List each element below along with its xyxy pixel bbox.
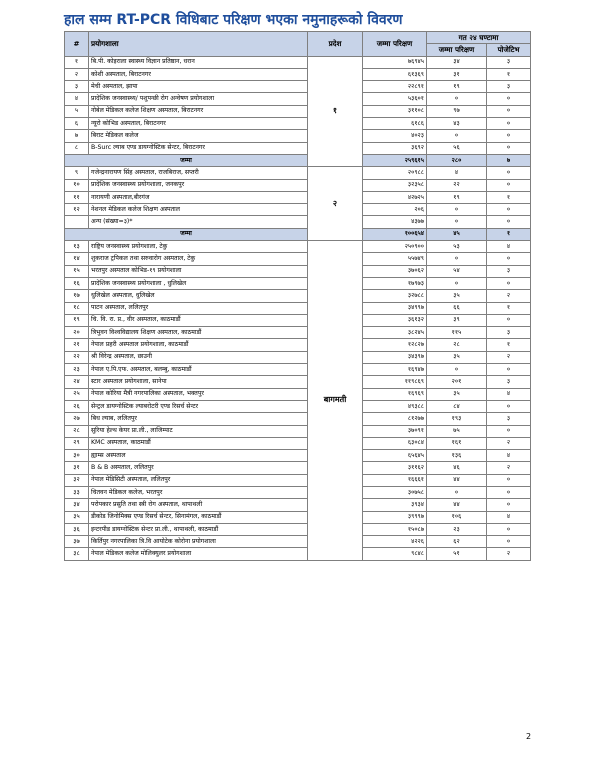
row-number: १९ bbox=[65, 314, 89, 326]
table-row bbox=[65, 204, 531, 216]
positive-24h: ० bbox=[487, 314, 531, 326]
row-number: ३ bbox=[65, 81, 89, 93]
lab-name: नेपाल कोरिया मैत्री नगरपालिका अस्पताल, भक्तपुर bbox=[89, 388, 308, 400]
positive-24h: ३ bbox=[487, 56, 531, 68]
table-row bbox=[65, 376, 531, 388]
tests-24h: २८ bbox=[427, 339, 487, 351]
total-tests: ६१८६ bbox=[363, 118, 427, 130]
total-label: जम्मा bbox=[65, 228, 308, 240]
tests-24h: ९७ bbox=[427, 105, 487, 117]
lab-name: भरतपुर अस्पताल कोभिड-१९ प्रयोगशाला bbox=[89, 265, 308, 277]
total-tests: ३७०६२ bbox=[363, 265, 427, 277]
row-number: २ bbox=[65, 68, 89, 80]
lab-name: नेपाल मेडिसिटी अस्पताल, ललितपुर bbox=[89, 474, 308, 486]
lab-name: इन्टरपीड डायग्नोस्टिक सेन्टर प्रा.ली., थापाथली, काठमाडौं bbox=[89, 523, 308, 535]
province-name: १ bbox=[308, 56, 363, 167]
tests-24h: ५४ bbox=[427, 265, 487, 277]
total-tests: ४२२६ bbox=[363, 536, 427, 548]
tests-24h: २२ bbox=[427, 179, 487, 191]
lab-name: नारायणी अस्पताल,बीरगंज bbox=[89, 191, 308, 203]
table-body bbox=[65, 56, 531, 560]
total-tests: ३०७५८ bbox=[363, 486, 427, 498]
row-number: ३३ bbox=[65, 486, 89, 498]
row-number: ३४ bbox=[65, 499, 89, 511]
lab-test-table bbox=[64, 31, 531, 561]
positive-24h: ३ bbox=[487, 265, 531, 277]
row-number: २७ bbox=[65, 413, 89, 425]
row-number: १२ bbox=[65, 204, 89, 216]
positive-24h: २ bbox=[487, 351, 531, 363]
total-tests: ६५६४५ bbox=[363, 450, 427, 462]
positive-24h: ० bbox=[487, 130, 531, 142]
table-row bbox=[65, 118, 531, 130]
header-24h-total: जम्मा परिक्षण bbox=[427, 44, 487, 56]
lab-name: सेन्ट्रल डायग्नोस्टिक ल्याबरोटरी एण्ड रिसर्च सेन्टर bbox=[89, 400, 308, 412]
table-row bbox=[65, 425, 531, 437]
positive-24h: ४ bbox=[487, 511, 531, 523]
lab-name: बिराट मेडिकल कलेज bbox=[89, 130, 308, 142]
positive-24h: ० bbox=[487, 364, 531, 376]
table-row bbox=[65, 241, 531, 253]
table-row bbox=[65, 388, 531, 400]
total-tests: ४९३८८ bbox=[363, 400, 427, 412]
total-tests: १६६६१ bbox=[363, 474, 427, 486]
tests-24h: १९ bbox=[427, 191, 487, 203]
lab-name: नेशनल मेडिकल कलेज शिक्षण अस्पताल bbox=[89, 204, 308, 216]
table-row bbox=[65, 265, 531, 277]
lab-name: गजेन्द्रनारायण सिंह अस्पताल, राजबिराज, सप्तरी bbox=[89, 167, 308, 179]
positive-24h: ० bbox=[487, 523, 531, 535]
table-row bbox=[65, 450, 531, 462]
table-row bbox=[65, 437, 531, 449]
tests-24h: ४६ bbox=[427, 462, 487, 474]
row-number: ७ bbox=[65, 130, 89, 142]
lab-name: B-Surc ल्याब एण्ड डायग्नोस्टिक सेन्टर, बिराटनगर bbox=[89, 142, 308, 154]
tests-24h: ६२ bbox=[427, 536, 487, 548]
tests-24h: ० bbox=[427, 93, 487, 105]
positive-24h-sum: ७ bbox=[487, 154, 531, 166]
total-tests: ८१२७७ bbox=[363, 413, 427, 425]
positive-24h: ० bbox=[487, 253, 531, 265]
positive-24h: १ bbox=[487, 302, 531, 314]
total-tests: ५५७४९ bbox=[363, 253, 427, 265]
positive-24h: ० bbox=[487, 216, 531, 228]
positive-24h: ० bbox=[487, 167, 531, 179]
lab-name: त्रिभुवन विश्वविद्यालय शिक्षण अस्पताल, काठमाडौं bbox=[89, 327, 308, 339]
tests-24h: ४ bbox=[427, 167, 487, 179]
lab-name: चि. वि. रा. प्र., वीर अस्पताल, काठमाडौं bbox=[89, 314, 308, 326]
row-number: २६ bbox=[65, 400, 89, 412]
positive-24h: ० bbox=[487, 142, 531, 154]
lab-name: डीकोड जिनोमिक्स एण्ड रिसर्च सेन्टर, सिनामंगल, काठमाडौं bbox=[89, 511, 308, 523]
total-tests: ४२७२५ bbox=[363, 191, 427, 203]
positive-24h: ० bbox=[487, 105, 531, 117]
total-tests: १५०८७ bbox=[363, 523, 427, 535]
positive-24h: ३ bbox=[487, 376, 531, 388]
row-number: २० bbox=[65, 327, 89, 339]
positive-24h: ० bbox=[487, 499, 531, 511]
total-tests: २५०९०० bbox=[363, 241, 427, 253]
lab-name: शुकराज ट्रपिकल तथा सरुवारोग अस्पताल, टेकु bbox=[89, 253, 308, 265]
tests-24h-sum: २८० bbox=[427, 154, 487, 166]
positive-24h: १ bbox=[487, 68, 531, 80]
row-number: २९ bbox=[65, 437, 89, 449]
row-number: १४ bbox=[65, 253, 89, 265]
total-tests: ४०२३ bbox=[363, 130, 427, 142]
positive-24h: ४ bbox=[487, 388, 531, 400]
table-row bbox=[65, 93, 531, 105]
page-title: हाल सम्म RT-PCR विधिबाट परिक्षण भएका नमुनाहरूको विवरण bbox=[64, 12, 403, 28]
table-row bbox=[65, 290, 531, 302]
positive-24h: ४ bbox=[487, 450, 531, 462]
tests-24h: २०१ bbox=[427, 376, 487, 388]
total-tests: ३६९२ bbox=[363, 142, 427, 154]
row-number: १ bbox=[65, 56, 89, 68]
lab-name: नेपाल ए.पि.एफ. अस्पताल, बलम्बु, काठमाडौं bbox=[89, 364, 308, 376]
row-number: २५ bbox=[65, 388, 89, 400]
lab-name: बि.पी. कोइराला स्वास्थ्य विज्ञान प्रतिष्ठान, धरान bbox=[89, 56, 308, 68]
tests-24h: ० bbox=[427, 216, 487, 228]
tests-24h: ० bbox=[427, 253, 487, 265]
table-row bbox=[65, 400, 531, 412]
total-tests: ३६१३२ bbox=[363, 314, 427, 326]
lab-name: नोबेल मेडिकल कलेज शिक्षण अस्पताल, बिराटनगर bbox=[89, 105, 308, 117]
tests-24h: ३५ bbox=[427, 351, 487, 363]
tests-24h: १९३ bbox=[427, 413, 487, 425]
total-tests: ३९९९७ bbox=[363, 511, 427, 523]
total-tests: १७९७३ bbox=[363, 277, 427, 289]
lab-name: श्री विरेन्द्र अस्पताल, छाउनी bbox=[89, 351, 308, 363]
row-number: १० bbox=[65, 179, 89, 191]
table-row bbox=[65, 523, 531, 535]
table-row bbox=[65, 413, 531, 425]
positive-24h: ० bbox=[487, 277, 531, 289]
tests-24h: २३ bbox=[427, 523, 487, 535]
lab-name: स्टार अस्पताल प्रयोगशाला, सानेपा bbox=[89, 376, 308, 388]
tests-24h: ० bbox=[427, 204, 487, 216]
positive-24h-sum: १ bbox=[487, 228, 531, 240]
tests-24h: ३४ bbox=[427, 56, 487, 68]
total-tests: ७६९४५ bbox=[363, 56, 427, 68]
row-number: २४ bbox=[65, 376, 89, 388]
header-lab: प्रयोगशाला bbox=[89, 32, 308, 57]
tests-24h: ० bbox=[427, 277, 487, 289]
positive-24h: ३ bbox=[487, 81, 531, 93]
lab-name: प्रादेशिक जनस्वास्थ्य प्रयोगशाला, जनकपुर bbox=[89, 179, 308, 191]
tests-24h: ७५ bbox=[427, 425, 487, 437]
row-number: ३२ bbox=[65, 474, 89, 486]
table-row bbox=[65, 191, 531, 203]
table-row bbox=[65, 314, 531, 326]
tests-24h: ३९ bbox=[427, 314, 487, 326]
table-row bbox=[65, 548, 531, 560]
table-row bbox=[65, 142, 531, 154]
table-row bbox=[65, 499, 531, 511]
tests-24h: ० bbox=[427, 130, 487, 142]
total-tests: ४३७७ bbox=[363, 216, 427, 228]
total-tests: ११९८६९ bbox=[363, 376, 427, 388]
total-tests: ६३०८४ bbox=[363, 437, 427, 449]
tests-24h: ८४ bbox=[427, 400, 487, 412]
positive-24h: ० bbox=[487, 118, 531, 130]
lab-name: अन्य (संख्या=३)* bbox=[89, 216, 308, 228]
positive-24h: ० bbox=[487, 400, 531, 412]
tests-24h: ४४ bbox=[427, 474, 487, 486]
total-tests: १२८२७ bbox=[363, 339, 427, 351]
row-number: १५ bbox=[65, 265, 89, 277]
table-row bbox=[65, 277, 531, 289]
header-number: # bbox=[65, 32, 89, 57]
total-tests: ३११६२ bbox=[363, 462, 427, 474]
table-row bbox=[65, 167, 531, 179]
row-number: ३१ bbox=[65, 462, 89, 474]
lab-name: सुरिया हेल्थ केयर प्रा.ली., लाजिम्पाट bbox=[89, 425, 308, 437]
table-row bbox=[65, 364, 531, 376]
tests-24h-sum: ४५ bbox=[427, 228, 487, 240]
table-row bbox=[65, 474, 531, 486]
row-number: १८ bbox=[65, 302, 89, 314]
province-name: बागमती bbox=[308, 241, 363, 561]
table-row bbox=[65, 536, 531, 548]
lab-name: बिध ल्याब, ललितपुर bbox=[89, 413, 308, 425]
lab-name: KMC अस्पताल, काठमाडौं bbox=[89, 437, 308, 449]
total-tests: २२८९१ bbox=[363, 81, 427, 93]
row-number: १६ bbox=[65, 277, 89, 289]
lab-name: चितवन मेडिकल कलेज, भरतपुर bbox=[89, 486, 308, 498]
row-number: २२ bbox=[65, 351, 89, 363]
tests-24h: ० bbox=[427, 486, 487, 498]
total-tests: ३४३९७ bbox=[363, 351, 427, 363]
lab-name: पाटन अस्पताल, ललितपुर bbox=[89, 302, 308, 314]
row-number: ८ bbox=[65, 142, 89, 154]
table-row bbox=[65, 81, 531, 93]
table-row bbox=[65, 105, 531, 117]
table-row bbox=[65, 216, 531, 228]
total-tests: ३४९९७ bbox=[363, 302, 427, 314]
total-tests: २०६ bbox=[363, 204, 427, 216]
total-tests: २०९८८ bbox=[363, 167, 427, 179]
table-row bbox=[65, 462, 531, 474]
total-tests-sum: १००६५४ bbox=[363, 228, 427, 240]
lab-name: न्यूरो कोभिड अस्पताल, बिराटनगर bbox=[89, 118, 308, 130]
lab-name: नेपाल मेडिकल कलेज मोलिक्युलर प्रयोगशाला bbox=[89, 548, 308, 560]
total-tests: ३९३४ bbox=[363, 499, 427, 511]
total-tests: ३११०८ bbox=[363, 105, 427, 117]
tests-24h: ६६ bbox=[427, 302, 487, 314]
header-positive: पोजेटिभ bbox=[487, 44, 531, 56]
table-row bbox=[65, 351, 531, 363]
row-number: ३७ bbox=[65, 536, 89, 548]
tests-24h: ४३ bbox=[427, 118, 487, 130]
total-tests: १६९४७ bbox=[363, 364, 427, 376]
row-number: ३८ bbox=[65, 548, 89, 560]
tests-24h: ५३ bbox=[427, 241, 487, 253]
table-row bbox=[65, 68, 531, 80]
positive-24h: ० bbox=[487, 536, 531, 548]
total-tests: ३७०९१ bbox=[363, 425, 427, 437]
table-header bbox=[65, 32, 531, 57]
total-row bbox=[65, 154, 531, 166]
total-tests: ९८४८ bbox=[363, 548, 427, 560]
row-number: ५ bbox=[65, 105, 89, 117]
total-tests: ६१३६९ bbox=[363, 68, 427, 80]
lab-name: परोपकार प्रसुति तथा स्त्री रोग अस्पताल, थापाथली bbox=[89, 499, 308, 511]
tests-24h: ४४ bbox=[427, 499, 487, 511]
positive-24h: ० bbox=[487, 179, 531, 191]
row-number bbox=[65, 216, 89, 228]
positive-24h: ० bbox=[487, 486, 531, 498]
table-row bbox=[65, 511, 531, 523]
lab-name: प्रादेशिक जनस्वास्थ्य/ पशुपन्छी रोग अन्वेषण प्रयोगशाला bbox=[89, 93, 308, 105]
lab-name: राष्ट्रिय जनस्वास्थ्य प्रयोगशाला, टेकु bbox=[89, 241, 308, 253]
table-row bbox=[65, 253, 531, 265]
row-number: ६ bbox=[65, 118, 89, 130]
tests-24h: १३६ bbox=[427, 450, 487, 462]
tests-24h: ५१ bbox=[427, 548, 487, 560]
table-row bbox=[65, 302, 531, 314]
total-tests: ३२३५८ bbox=[363, 179, 427, 191]
province-name: २ bbox=[308, 167, 363, 241]
lab-name: नेपाल प्रहरी अस्पताल प्रयोगशाला, काठमाडौं bbox=[89, 339, 308, 351]
row-number: ३६ bbox=[65, 523, 89, 535]
header-last-24-hours: गत २४ घण्टामा bbox=[427, 32, 531, 44]
positive-24h: ३ bbox=[487, 413, 531, 425]
tests-24h: ५६ bbox=[427, 142, 487, 154]
tests-24h: ३१ bbox=[427, 68, 487, 80]
positive-24h: ३ bbox=[487, 327, 531, 339]
row-number: ३० bbox=[65, 450, 89, 462]
positive-24h: १ bbox=[487, 191, 531, 203]
tests-24h: ० bbox=[427, 364, 487, 376]
row-number: ११ bbox=[65, 191, 89, 203]
tests-24h: ११५ bbox=[427, 327, 487, 339]
table-row bbox=[65, 486, 531, 498]
positive-24h: ० bbox=[487, 425, 531, 437]
header-total-tests: जम्मा परिक्षण bbox=[363, 32, 427, 57]
positive-24h: २ bbox=[487, 548, 531, 560]
positive-24h: ० bbox=[487, 474, 531, 486]
positive-24h: ० bbox=[487, 204, 531, 216]
lab-name: B & B अस्पताल, ललितपुर bbox=[89, 462, 308, 474]
total-tests: १६९६९ bbox=[363, 388, 427, 400]
header-province: प्रदेश bbox=[308, 32, 363, 57]
lab-name: प्रादेशिक जनस्वास्थ्य प्रयोगशाला , धुलिखेल bbox=[89, 277, 308, 289]
tests-24h: ३५ bbox=[427, 290, 487, 302]
positive-24h: २ bbox=[487, 462, 531, 474]
lab-name: कोशी अस्पताल, बिराटनगर bbox=[89, 68, 308, 80]
total-row bbox=[65, 228, 531, 240]
total-tests-sum: २५९६१५ bbox=[363, 154, 427, 166]
lab-name: किर्तिपुर नगरपालिका त्रि.वि आयोटेक कोरोना प्रयोगशाला bbox=[89, 536, 308, 548]
positive-24h: २ bbox=[487, 437, 531, 449]
row-number: २१ bbox=[65, 339, 89, 351]
tests-24h: १९ bbox=[427, 81, 487, 93]
total-tests: ५३६०१ bbox=[363, 93, 427, 105]
positive-24h: ४ bbox=[487, 241, 531, 253]
positive-24h: २ bbox=[487, 290, 531, 302]
positive-24h: १ bbox=[487, 339, 531, 351]
lab-name: धुलिखेल अस्पताल, धुलिखेल bbox=[89, 290, 308, 302]
tests-24h: ३५ bbox=[427, 388, 487, 400]
total-tests: ३२७८८ bbox=[363, 290, 427, 302]
table-row bbox=[65, 327, 531, 339]
page-number: 2 bbox=[526, 732, 532, 741]
table-row bbox=[65, 179, 531, 191]
positive-24h: ० bbox=[487, 93, 531, 105]
row-number: ४ bbox=[65, 93, 89, 105]
row-number: १७ bbox=[65, 290, 89, 302]
row-number: १३ bbox=[65, 241, 89, 253]
total-tests: ३८२४५ bbox=[363, 327, 427, 339]
lab-name: मेची अस्पताल, झापा bbox=[89, 81, 308, 93]
tests-24h: १०६ bbox=[427, 511, 487, 523]
row-number: ३५ bbox=[65, 511, 89, 523]
table-row bbox=[65, 339, 531, 351]
row-number: २३ bbox=[65, 364, 89, 376]
tests-24h: १६१ bbox=[427, 437, 487, 449]
lab-name: ह्याम्स अस्पताल bbox=[89, 450, 308, 462]
table-row bbox=[65, 56, 531, 68]
table-row bbox=[65, 130, 531, 142]
row-number: २८ bbox=[65, 425, 89, 437]
row-number: ९ bbox=[65, 167, 89, 179]
total-label: जम्मा bbox=[65, 154, 308, 166]
